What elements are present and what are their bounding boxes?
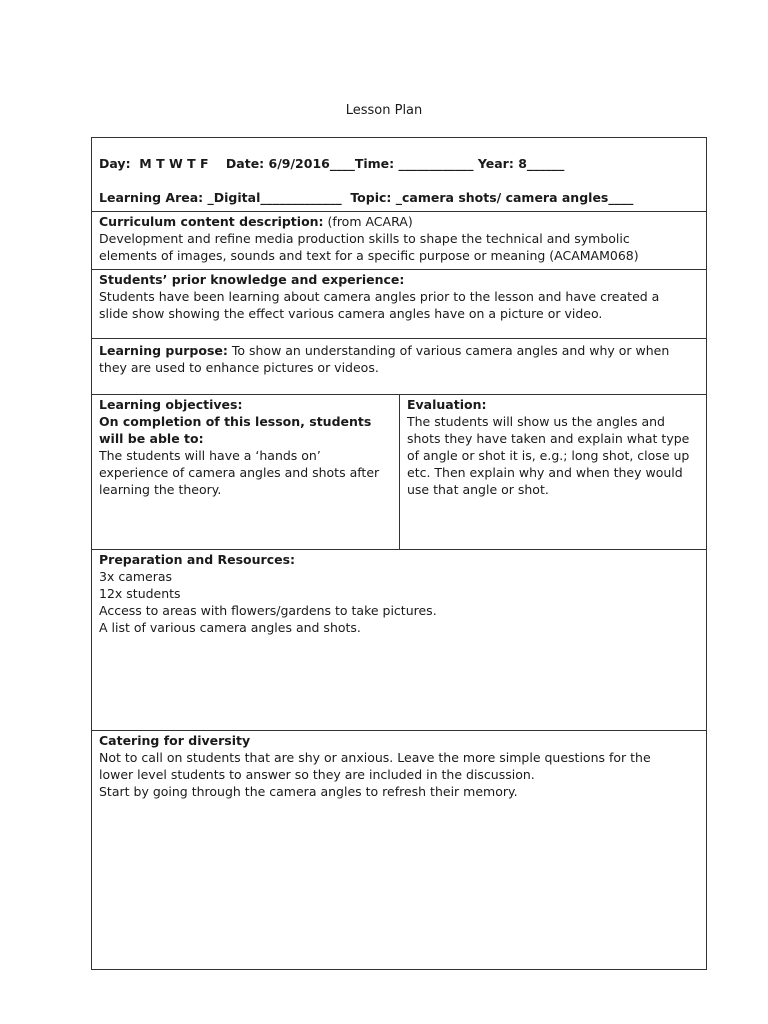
learning-objectives-text-line: experience of camera angles and shots after (99, 465, 380, 480)
resources-heading: Preparation and Resources: (99, 552, 296, 567)
objectives-evaluation-row (92, 395, 706, 550)
curriculum-cell (92, 212, 706, 269)
learning-purpose-text-line: they are used to enhance pictures or videos. (99, 360, 379, 375)
lesson-plan-table (91, 137, 707, 970)
curriculum-row (92, 212, 706, 270)
page-title: Lesson Plan (345, 103, 423, 118)
learning-objectives-subheading: will be able to: (99, 431, 204, 446)
curriculum-heading: Curriculum content description: (99, 214, 324, 229)
learning-area-topic-line: Learning Area: _Digital_____________ Topic: _camera shots/ camera angles____ (99, 190, 634, 205)
day-date-time-year-line: Day: M T W T F Date: 6/9/2016____Time: ____________ Year: 8______ (99, 156, 565, 171)
learning-objectives-heading: Learning objectives: (99, 397, 243, 412)
diversity-text-line: lower level students to answer so they are included in the discussion. (99, 767, 535, 782)
diversity-row (92, 731, 706, 969)
evaluation-text-line: use that angle or shot. (407, 482, 549, 497)
prior-knowledge-cell (92, 270, 706, 338)
prior-knowledge-text-line: Students have been learning about camera angles prior to the lesson and have created a (99, 289, 660, 304)
evaluation-text-line: shots they have taken and explain what type (407, 431, 690, 446)
resources-cell (92, 550, 706, 730)
curriculum-heading-note: (from ACARA) (323, 214, 413, 229)
prior-knowledge-heading: Students’ prior knowledge and experience: (99, 272, 405, 287)
learning-objectives-cell (92, 395, 400, 549)
resources-row (92, 550, 706, 731)
evaluation-text-line: of angle or shot it is, e.g.; long shot, close up (407, 448, 690, 463)
diversity-text-line: Start by going through the camera angles to refresh their memory. (99, 784, 518, 799)
diversity-text-line: Not to call on students that are shy or anxious. Leave the more simple questions for the (99, 750, 651, 765)
learning-purpose-heading: Learning purpose: (99, 343, 228, 358)
prior-knowledge-row (92, 270, 706, 339)
learning-objectives-text-line: learning the theory. (99, 482, 222, 497)
learning-purpose-cell (92, 339, 706, 394)
evaluation-text-line: The students will show us the angles and (407, 414, 665, 429)
prior-knowledge-text-line: slide show showing the effect various camera angles have on a picture or video. (99, 306, 603, 321)
diversity-heading: Catering for diversity (99, 733, 251, 748)
curriculum-text-line: Development and refine media production skills to shape the technical and symbolic (99, 231, 630, 246)
learning-purpose-row (92, 339, 706, 395)
resources-item: A list of various camera angles and shots. (99, 620, 361, 635)
header-row (92, 138, 706, 212)
diversity-cell (92, 731, 706, 969)
resources-item: 12x students (99, 586, 181, 601)
resources-item: Access to areas with flowers/gardens to take pictures. (99, 603, 437, 618)
learning-purpose-text: To show an understanding of various camera angles and why or when (227, 343, 670, 358)
learning-objectives-text-line: The students will have a ‘hands on’ (99, 448, 321, 463)
learning-objectives-subheading: On completion of this lesson, students (99, 414, 372, 429)
evaluation-heading: Evaluation: (407, 397, 487, 412)
evaluation-cell (400, 395, 706, 549)
resources-item: 3x cameras (99, 569, 173, 584)
curriculum-text-line: elements of images, sounds and text for a specific purpose or meaning (ACAMAM068) (99, 248, 639, 263)
evaluation-text-line: etc. Then explain why and when they would (407, 465, 683, 480)
